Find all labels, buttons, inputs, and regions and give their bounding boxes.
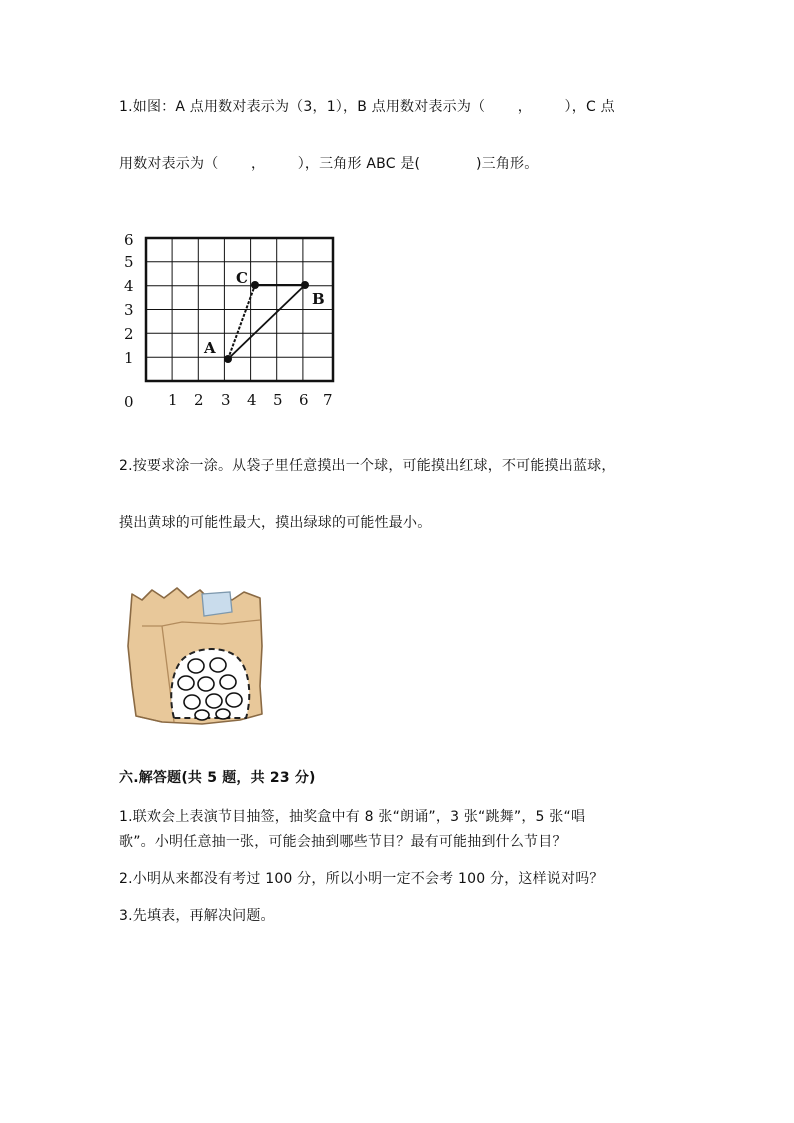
y-tick-label: 4 (124, 277, 134, 295)
point-b-dot (301, 281, 309, 289)
point-a-label: A (204, 339, 216, 357)
q2-text-line2: 摸出黄球的可能性最大，摸出绿球的可能性最小。 (119, 515, 432, 531)
x-tick-label: 6 (299, 391, 309, 409)
section-title: 六.解答题(共 5 题，共 23 分) (119, 770, 316, 786)
ball-bag-illustration (122, 586, 272, 731)
ball (226, 693, 242, 707)
point-a-dot (224, 355, 232, 363)
y-tick-label: 3 (124, 301, 134, 319)
ball (195, 710, 209, 720)
point-b-label: B (312, 290, 325, 308)
q1-text-line2: 用数对表示为（ ， ），三角形 ABC 是( )三角形。 (119, 156, 539, 172)
y-tick-label: 1 (124, 349, 134, 367)
ball (206, 694, 222, 708)
grid-lines (146, 238, 333, 381)
x-tick-label: 5 (273, 391, 283, 409)
segment-ab (228, 285, 305, 359)
ball (178, 676, 194, 690)
ball (188, 659, 204, 673)
x-tick-label: 2 (194, 391, 204, 409)
ball (210, 658, 226, 672)
x-tick-label: 3 (221, 391, 231, 409)
q2-text-line1: 2.按要求涂一涂。从袋子里任意摸出一个球，可能摸出红球，不可能摸出蓝球， (119, 458, 616, 474)
ball (216, 709, 230, 719)
x-tick-label: 7 (323, 391, 333, 409)
problem3-text: 3.先填表，再解决问题。 (119, 908, 275, 924)
y-tick-label: 5 (124, 253, 134, 271)
problem1-line1: 1.联欢会上表演节目抽签，抽奖盒中有 8 张“朗诵”，3 张“跳舞”，5 张“唱 (119, 809, 586, 825)
ball (184, 695, 200, 709)
y-tick-label: 6 (124, 231, 134, 249)
y-tick-label: 2 (124, 325, 134, 343)
x-tick-label: 4 (247, 391, 257, 409)
ball (198, 677, 214, 691)
problem2-text: 2.小明从来都没有考过 100 分，所以小明一定不会考 100 分，这样说对吗？ (119, 871, 604, 887)
point-c-label: C (236, 269, 248, 287)
x-tick-label: 1 (168, 391, 178, 409)
bag-tag (202, 592, 232, 616)
ball (220, 675, 236, 689)
coordinate-grid-figure (116, 228, 346, 413)
q1-text-line1: 1.如图：A 点用数对表示为（3，1），B 点用数对表示为（ ， ），C 点 (119, 99, 615, 115)
problem1-line2: 歌”。小明任意抽一张，可能会抽到哪些节目？最有可能抽到什么节目？ (119, 834, 567, 850)
point-c-dot (251, 281, 259, 289)
x-tick-label: 0 (124, 393, 134, 411)
